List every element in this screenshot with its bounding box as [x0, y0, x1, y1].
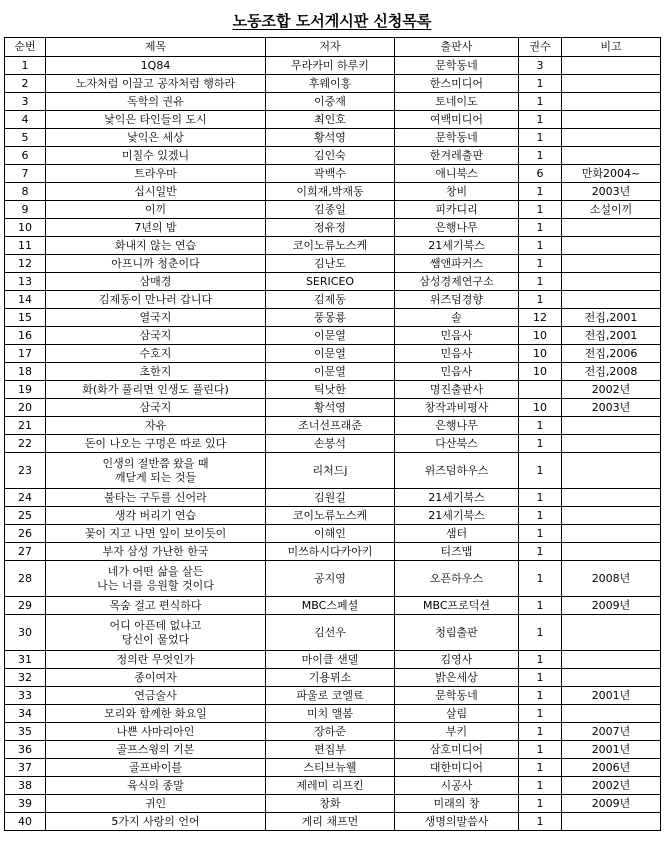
cell-publisher: 미래의 창: [395, 795, 519, 813]
cell-no: 35: [5, 723, 46, 741]
cell-title: 1Q84: [46, 57, 266, 75]
cell-author: 김제동: [266, 291, 395, 309]
table-row: [5, 93, 661, 111]
cell-note: [562, 75, 661, 93]
cell-count: 3: [519, 57, 562, 75]
cell-title: 삼국지: [46, 327, 266, 345]
cell-title: 미칠수 있겠니: [46, 147, 266, 165]
cell-publisher: 다산북스: [395, 435, 519, 453]
cell-publisher: 생명의말씀사: [395, 813, 519, 831]
table-row: [5, 183, 661, 201]
header-note: 비고: [562, 38, 661, 57]
cell-publisher: 밝은세상: [395, 669, 519, 687]
cell-count: 1: [519, 273, 562, 291]
cell-no: 23: [5, 453, 46, 489]
cell-count: 1: [519, 417, 562, 435]
cell-note: 전집,2006: [562, 345, 661, 363]
cell-publisher: 시공사: [395, 777, 519, 795]
cell-title: 열국지: [46, 309, 266, 327]
cell-count: 1: [519, 543, 562, 561]
cell-title: 꽃이 지고 나면 잎이 보이듯이: [46, 525, 266, 543]
cell-note: 2003년: [562, 399, 661, 417]
table-row: [5, 417, 661, 435]
table-row: [5, 165, 661, 183]
cell-publisher: 문학동네: [395, 687, 519, 705]
cell-title: 7년의 밤: [46, 219, 266, 237]
cell-publisher: 애니북스: [395, 165, 519, 183]
cell-publisher: 21세기북스: [395, 237, 519, 255]
cell-publisher: 티즈맵: [395, 543, 519, 561]
cell-title: 낯익은 세상: [46, 129, 266, 147]
cell-count: 1: [519, 291, 562, 309]
cell-no: 32: [5, 669, 46, 687]
cell-publisher: 김영사: [395, 651, 519, 669]
cell-publisher: 대한미디어: [395, 759, 519, 777]
cell-title-line2: 나는 너를 응원할 것이다: [97, 578, 214, 592]
cell-count: 12: [519, 309, 562, 327]
cell-no: 39: [5, 795, 46, 813]
cell-author: 김인숙: [266, 147, 395, 165]
cell-title: 십시일반: [46, 183, 266, 201]
cell-count: 1: [519, 741, 562, 759]
cell-no: 3: [5, 93, 46, 111]
cell-no: 4: [5, 111, 46, 129]
table-row: [5, 561, 661, 597]
cell-count: 1: [519, 147, 562, 165]
cell-no: 28: [5, 561, 46, 597]
cell-note: [562, 669, 661, 687]
table-row: [5, 255, 661, 273]
cell-no: 26: [5, 525, 46, 543]
cell-note: 소설이끼: [562, 201, 661, 219]
table-header: [5, 38, 661, 57]
cell-publisher: 샘터: [395, 525, 519, 543]
cell-title: 부자 삼성 가난한 한국: [46, 543, 266, 561]
cell-publisher: 민음사: [395, 363, 519, 381]
table-row: [5, 651, 661, 669]
cell-publisher: 21세기북스: [395, 489, 519, 507]
table-row: [5, 489, 661, 507]
cell-title: 삼국지: [46, 399, 266, 417]
cell-author: 김선우: [266, 615, 395, 651]
cell-title: 초한지: [46, 363, 266, 381]
table-row: [5, 705, 661, 723]
cell-note: 2001년: [562, 687, 661, 705]
cell-author: 이희재,박재동: [266, 183, 395, 201]
table-row: [5, 201, 661, 219]
cell-author: 창화: [266, 795, 395, 813]
cell-count: 1: [519, 723, 562, 741]
cell-note: [562, 273, 661, 291]
cell-publisher: 명진출판사: [395, 381, 519, 399]
cell-count: 1: [519, 453, 562, 489]
cell-note: 2008년: [562, 561, 661, 597]
cell-author: 코이노류노스케: [266, 507, 395, 525]
cell-no: 15: [5, 309, 46, 327]
cell-count: 1: [519, 597, 562, 615]
cell-publisher: 한스미디어: [395, 75, 519, 93]
cell-publisher: MBC프로덕션: [395, 597, 519, 615]
cell-title-line1: 네가 어떤 삶을 살든: [107, 564, 204, 578]
cell-count: 1: [519, 237, 562, 255]
cell-count: 10: [519, 399, 562, 417]
header-no: 순번: [5, 38, 46, 57]
table-row: [5, 543, 661, 561]
cell-count: 1: [519, 507, 562, 525]
cell-author: 정유정: [266, 219, 395, 237]
cell-count: 1: [519, 219, 562, 237]
cell-title-line2: 깨닫게 되는 것들: [114, 470, 197, 484]
cell-publisher: 창작과비평사: [395, 399, 519, 417]
cell-title: 화(화가 풀리면 인생도 풀린다): [46, 381, 266, 399]
cell-note: [562, 237, 661, 255]
cell-title: 모리와 함께한 화요일: [46, 705, 266, 723]
cell-title: 김제동이 만나러 갑니다: [46, 291, 266, 309]
cell-note: 2001년: [562, 741, 661, 759]
cell-no: 34: [5, 705, 46, 723]
cell-no: 36: [5, 741, 46, 759]
cell-no: 20: [5, 399, 46, 417]
cell-title: 트라우마: [46, 165, 266, 183]
cell-note: [562, 615, 661, 651]
cell-no: 11: [5, 237, 46, 255]
cell-count: 1: [519, 201, 562, 219]
cell-publisher: 창비: [395, 183, 519, 201]
cell-title-line2: 당신이 물었다: [121, 632, 190, 646]
cell-no: 17: [5, 345, 46, 363]
cell-count: 1: [519, 435, 562, 453]
cell-author: 편집부: [266, 741, 395, 759]
cell-author: 리처드j: [266, 453, 395, 489]
cell-no: 25: [5, 507, 46, 525]
header-row: [5, 38, 661, 57]
table-row: [5, 615, 661, 651]
cell-count: 1: [519, 813, 562, 831]
cell-author: 조너선프래준: [266, 417, 395, 435]
cell-title: 종이여자: [46, 669, 266, 687]
cell-no: 29: [5, 597, 46, 615]
cell-note: [562, 93, 661, 111]
cell-author: 김종일: [266, 201, 395, 219]
cell-note: 2002년: [562, 381, 661, 399]
cell-publisher: 피카디리: [395, 201, 519, 219]
cell-count: 1: [519, 777, 562, 795]
header-author: 저자: [266, 38, 395, 57]
cell-note: 전집,2008: [562, 363, 661, 381]
cell-no: 6: [5, 147, 46, 165]
cell-note: 전집,2001: [562, 309, 661, 327]
cell-note: [562, 507, 661, 525]
table-body: [5, 57, 661, 831]
table-row: [5, 399, 661, 417]
cell-author: 스티브뉴웰: [266, 759, 395, 777]
cell-note: [562, 219, 661, 237]
cell-publisher: 토네이도: [395, 93, 519, 111]
cell-count: 1: [519, 561, 562, 597]
cell-publisher: 위즈덤하우스: [395, 453, 519, 489]
cell-publisher: 민음사: [395, 327, 519, 345]
cell-title: 생각 버리기 연습: [46, 507, 266, 525]
header-title: 제목: [46, 38, 266, 57]
cell-title: 귀인: [46, 795, 266, 813]
cell-count: 1: [519, 255, 562, 273]
cell-publisher: 한겨레출판: [395, 147, 519, 165]
cell-publisher: 살림: [395, 705, 519, 723]
cell-no: 33: [5, 687, 46, 705]
table-row: [5, 309, 661, 327]
cell-no: 9: [5, 201, 46, 219]
cell-note: 만화2004~: [562, 165, 661, 183]
table-row: [5, 669, 661, 687]
cell-count: [519, 381, 562, 399]
cell-count: 10: [519, 345, 562, 363]
cell-author: 김원길: [266, 489, 395, 507]
cell-publisher: 삼호미디어: [395, 741, 519, 759]
cell-publisher: 위즈덤경향: [395, 291, 519, 309]
cell-count: 6: [519, 165, 562, 183]
table-row: [5, 327, 661, 345]
cell-count: 1: [519, 795, 562, 813]
table-row: [5, 795, 661, 813]
cell-title: 노자처럼 이끌고 공자처럼 행하라: [46, 75, 266, 93]
cell-count: 10: [519, 363, 562, 381]
cell-publisher: 은행나무: [395, 219, 519, 237]
table-row: [5, 237, 661, 255]
cell-note: [562, 255, 661, 273]
table-row: [5, 759, 661, 777]
table-row: [5, 723, 661, 741]
cell-author: 미쓰하시다카아키: [266, 543, 395, 561]
cell-no: 24: [5, 489, 46, 507]
cell-author: 공지영: [266, 561, 395, 597]
cell-author: 무라카미 하루키: [266, 57, 395, 75]
book-request-table: [4, 37, 661, 831]
cell-no: 7: [5, 165, 46, 183]
cell-author: 손봉석: [266, 435, 395, 453]
cell-publisher: 민음사: [395, 345, 519, 363]
cell-note: [562, 147, 661, 165]
cell-title: 삼매경: [46, 273, 266, 291]
cell-author: 이문열: [266, 345, 395, 363]
cell-note: [562, 435, 661, 453]
cell-author: 후웨이홍: [266, 75, 395, 93]
cell-author: 풍몽룡: [266, 309, 395, 327]
cell-count: 1: [519, 759, 562, 777]
cell-no: 22: [5, 435, 46, 453]
cell-note: [562, 57, 661, 75]
cell-no: 40: [5, 813, 46, 831]
cell-author: 장하준: [266, 723, 395, 741]
cell-title: 이끼: [46, 201, 266, 219]
cell-note: 2007년: [562, 723, 661, 741]
cell-author: 황석영: [266, 399, 395, 417]
cell-note: [562, 813, 661, 831]
cell-author: 게리 채프먼: [266, 813, 395, 831]
table-row: [5, 777, 661, 795]
cell-note: 전집,2001: [562, 327, 661, 345]
cell-no: 2: [5, 75, 46, 93]
table-row: [5, 147, 661, 165]
cell-note: [562, 111, 661, 129]
table-row: [5, 597, 661, 615]
cell-no: 30: [5, 615, 46, 651]
cell-author: 제레미 리프킨: [266, 777, 395, 795]
table-row: [5, 687, 661, 705]
cell-note: 2003년: [562, 183, 661, 201]
cell-title: [46, 615, 266, 651]
cell-title: 정의란 무엇인가: [46, 651, 266, 669]
cell-author: 틱낫한: [266, 381, 395, 399]
cell-note: [562, 525, 661, 543]
cell-no: 14: [5, 291, 46, 309]
table-row: [5, 273, 661, 291]
cell-no: 8: [5, 183, 46, 201]
cell-count: 1: [519, 687, 562, 705]
table-row: [5, 813, 661, 831]
cell-count: 1: [519, 75, 562, 93]
cell-author: SERICEO: [266, 273, 395, 291]
cell-count: 1: [519, 183, 562, 201]
cell-publisher: 삼성경제연구소: [395, 273, 519, 291]
cell-title: 연금술사: [46, 687, 266, 705]
cell-note: 2009년: [562, 597, 661, 615]
cell-no: 19: [5, 381, 46, 399]
cell-no: 12: [5, 255, 46, 273]
cell-title: 돈이 나오는 구멍은 따로 있다: [46, 435, 266, 453]
cell-count: 1: [519, 525, 562, 543]
cell-count: 1: [519, 705, 562, 723]
cell-author: 곽백수: [266, 165, 395, 183]
table-row: [5, 345, 661, 363]
cell-title: 수호지: [46, 345, 266, 363]
cell-note: 2009년: [562, 795, 661, 813]
cell-title-line1: 어디 아픈데 없냐고: [109, 618, 202, 632]
page-title-text: 노동조합 도서게시판 신청목록: [232, 12, 432, 30]
cell-title: [46, 453, 266, 489]
table-row: [5, 291, 661, 309]
cell-note: [562, 543, 661, 561]
table-row: [5, 219, 661, 237]
table-row: [5, 741, 661, 759]
page-title: [0, 10, 664, 31]
cell-title: 아프니까 청춘이다: [46, 255, 266, 273]
cell-author: MBC스페셜: [266, 597, 395, 615]
cell-title: 골프바이블: [46, 759, 266, 777]
table-row: [5, 507, 661, 525]
cell-author: 황석영: [266, 129, 395, 147]
cell-author: 기용뮈소: [266, 669, 395, 687]
cell-no: 13: [5, 273, 46, 291]
cell-no: 1: [5, 57, 46, 75]
cell-note: [562, 453, 661, 489]
cell-author: 이중재: [266, 93, 395, 111]
cell-title: 독학의 권유: [46, 93, 266, 111]
cell-publisher: 청림출판: [395, 615, 519, 651]
cell-note: 2002년: [562, 777, 661, 795]
cell-author: 코이노류노스케: [266, 237, 395, 255]
cell-no: 27: [5, 543, 46, 561]
table-row: [5, 525, 661, 543]
cell-title: 자유: [46, 417, 266, 435]
cell-no: 38: [5, 777, 46, 795]
cell-author: 마이클 샌델: [266, 651, 395, 669]
table-row: [5, 381, 661, 399]
cell-count: 1: [519, 111, 562, 129]
table-row: [5, 453, 661, 489]
cell-no: 21: [5, 417, 46, 435]
cell-note: [562, 129, 661, 147]
cell-title: 화내지 않는 연습: [46, 237, 266, 255]
cell-publisher: 오픈하우스: [395, 561, 519, 597]
cell-note: [562, 417, 661, 435]
cell-no: 5: [5, 129, 46, 147]
cell-no: 37: [5, 759, 46, 777]
cell-title-line1: 인생의 절반쯤 왔을 때: [102, 456, 209, 470]
cell-title: 나쁜 사마리아인: [46, 723, 266, 741]
cell-publisher: 부키: [395, 723, 519, 741]
cell-count: 1: [519, 615, 562, 651]
table-row: [5, 435, 661, 453]
cell-no: 16: [5, 327, 46, 345]
cell-note: 2006년: [562, 759, 661, 777]
cell-publisher: 쌤앤파커스: [395, 255, 519, 273]
cell-note: [562, 291, 661, 309]
cell-publisher: 은행나무: [395, 417, 519, 435]
cell-publisher: 솔: [395, 309, 519, 327]
cell-count: 1: [519, 489, 562, 507]
cell-count: 1: [519, 669, 562, 687]
cell-title: 골프스윙의 기본: [46, 741, 266, 759]
cell-note: [562, 651, 661, 669]
cell-author: 파울로 코엘료: [266, 687, 395, 705]
cell-author: 미치 앨봄: [266, 705, 395, 723]
cell-no: 31: [5, 651, 46, 669]
cell-count: 1: [519, 129, 562, 147]
cell-count: 10: [519, 327, 562, 345]
cell-author: 김난도: [266, 255, 395, 273]
cell-author: 이문열: [266, 327, 395, 345]
table-row: [5, 75, 661, 93]
table-row: [5, 111, 661, 129]
cell-note: [562, 705, 661, 723]
cell-note: [562, 489, 661, 507]
table-row: [5, 129, 661, 147]
table-row: [5, 57, 661, 75]
header-publisher: 출판사: [395, 38, 519, 57]
cell-title: 낯익은 타인들의 도시: [46, 111, 266, 129]
cell-author: 최인호: [266, 111, 395, 129]
cell-publisher: 21세기북스: [395, 507, 519, 525]
cell-publisher: 문학동네: [395, 57, 519, 75]
cell-title: 육식의 종말: [46, 777, 266, 795]
header-count: 권수: [519, 38, 562, 57]
cell-publisher: 여백미디어: [395, 111, 519, 129]
cell-title: 목숨 걸고 편식하다: [46, 597, 266, 615]
cell-title: [46, 561, 266, 597]
table-row: [5, 363, 661, 381]
cell-no: 18: [5, 363, 46, 381]
cell-count: 1: [519, 651, 562, 669]
cell-author: 이해인: [266, 525, 395, 543]
cell-author: 이문열: [266, 363, 395, 381]
cell-publisher: 문학동네: [395, 129, 519, 147]
cell-title: 5가지 사랑의 언어: [46, 813, 266, 831]
cell-title: 불타는 구두를 신어라: [46, 489, 266, 507]
cell-no: 10: [5, 219, 46, 237]
cell-count: 1: [519, 93, 562, 111]
